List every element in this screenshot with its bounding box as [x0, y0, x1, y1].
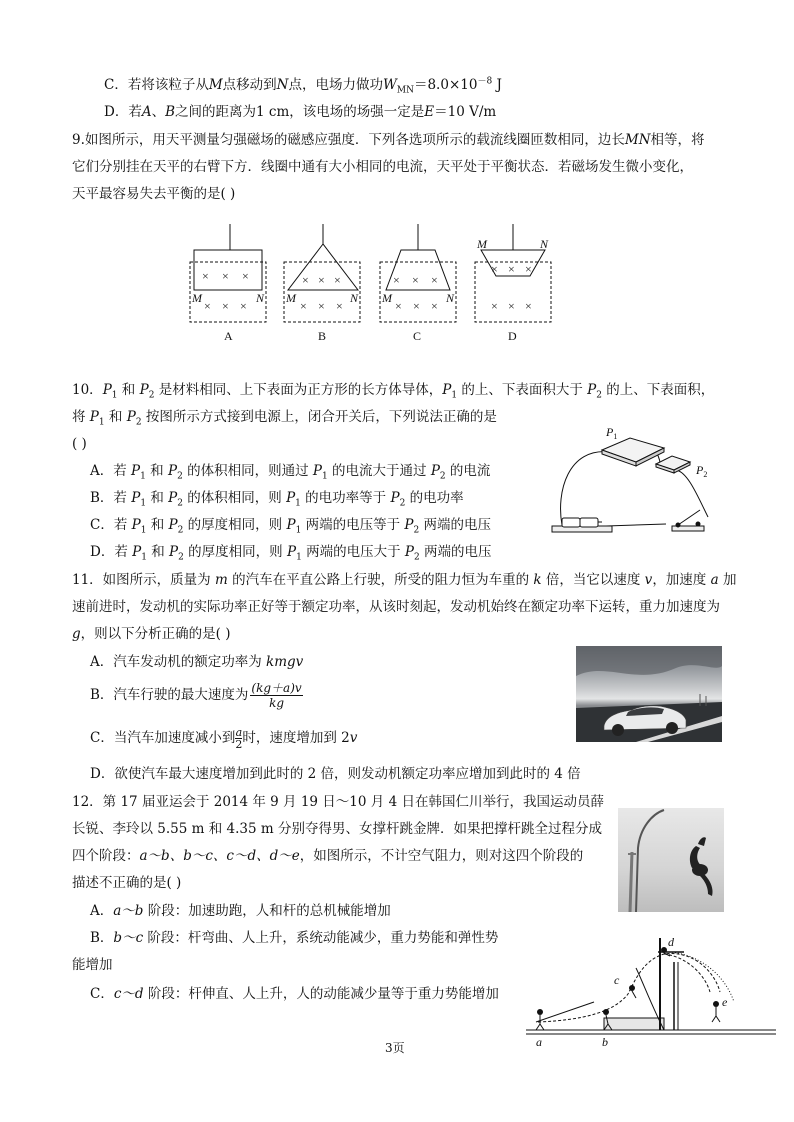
cross-mark: ×	[242, 269, 249, 283]
q12-stem-line1: 12．第 17 届亚运会于 2014 年 9 月 19 日～10 月 4 日在韩国仁川举行，我国运动员薛	[72, 794, 604, 810]
label-n: N	[256, 291, 265, 305]
fig-label-c: C	[413, 329, 422, 343]
q10-option-c: C．若 $P_1$ 和 $P_2$ 的厚度相同，则 $P_1$ 两端的电压等于 $P_2$ 两端的电压	[90, 517, 492, 536]
cross-mark: ×	[240, 299, 247, 313]
q12-option-c: C．c～d 阶段：杆伸直、人上升，人的动能减少量等于重力势能增加	[90, 986, 499, 1002]
cross-mark: ×	[525, 262, 532, 276]
q9-stem-line2: 它们分别挂在天平的右臂下方．线圈中通有大小相同的电流，天平处于平衡状态．若磁场发生微小变化，	[72, 159, 693, 175]
cross-mark: ×	[431, 273, 438, 287]
cross-mark: ×	[395, 299, 402, 313]
q12-option-a: A．a～b 阶段：加速助跑，人和杆的总机械能增加	[90, 903, 391, 919]
fig-label-b: B	[318, 329, 327, 343]
q11-stem-line2: 速前进时，发动机的实际功率正好等于额定功率，从该时刻起，发动机始终在额定功率下运转，重力加速度为	[72, 599, 720, 615]
q10-stem-line1: 10．$P_1$ 和 $P_2$ 是材料相同、上下表面为正方形的长方体导体，$P_1$ 的上、下表面积大于 $P_2$ 的上、下表面积，	[72, 382, 715, 401]
q11-option-b: B．汽车行驶的最大速度为 $\frac{(kg+a)v}{kg}$	[90, 681, 302, 710]
q11-option-c: C．当汽车加速度减小到 $\frac{a}{2}$ 时，速度增加到 2v	[90, 726, 358, 751]
q8-option-c: C．若将该粒子从M点移动到N点，电场力做功$W_{MN}=8.0\times 10^{-8}$ J	[104, 76, 502, 96]
stage-label-a: a	[536, 1035, 542, 1049]
q10-option-b: B．若 $P_1$ 和 $P_2$ 的体积相同，则 $P_1$ 的电功率等于 $P_2$ 的电功率	[90, 490, 464, 509]
pole-vault-photo	[618, 808, 724, 912]
q10-stem-line3: ( )	[72, 436, 87, 452]
cross-mark: ×	[302, 273, 309, 287]
q10-circuit-figure	[548, 422, 724, 540]
fig-label-p1: $P_1$	[606, 425, 618, 441]
label-n: N	[446, 291, 455, 305]
cross-mark: ×	[318, 273, 325, 287]
q12-pole-vault-diagram	[524, 932, 780, 1050]
q11-stem-line3: g，则以下分析正确的是( )	[72, 626, 231, 642]
page-number: 3页	[385, 1041, 405, 1055]
cross-mark: ×	[334, 273, 341, 287]
q12-stem-line3: 四个阶段：a～b、b～c、c～d、d～e，如图所示，不计空气阻力，则对这四个阶段的	[72, 848, 584, 864]
cross-mark: ×	[318, 299, 325, 313]
label-m: M	[286, 291, 296, 305]
fig-label-a: A	[224, 329, 233, 343]
car-photo	[576, 646, 722, 742]
cross-mark: ×	[491, 299, 498, 313]
cross-mark: ×	[525, 299, 532, 313]
cross-mark: ×	[491, 262, 498, 276]
cross-mark: ×	[202, 269, 209, 283]
q9-coil-figure	[180, 222, 570, 347]
q11-option-d: D．欲使汽车最大速度增加到此时的 2 倍，则发动机额定功率应增加到此时的 4 倍	[90, 766, 581, 782]
q9-stem-line3: 天平最容易失去平衡的是( )	[72, 186, 236, 202]
stage-label-e: e	[722, 995, 728, 1009]
cross-mark: ×	[508, 299, 515, 313]
q12-option-b-cont: 能增加	[72, 957, 113, 973]
cross-mark: ×	[431, 299, 438, 313]
fig-label-d: D	[508, 329, 517, 343]
stage-label-c: c	[614, 973, 620, 987]
q11-stem-line1: 11．如图所示，质量为 m 的汽车在平直公路上行驶，所受的阻力恒为车重的 k 倍，当它以速度 v，加速度 a 加	[72, 572, 737, 588]
cross-mark: ×	[222, 299, 229, 313]
fraction: $\frac{(kg+a)v}{kg}$	[251, 681, 302, 710]
cross-mark: ×	[204, 299, 211, 313]
cross-mark: ×	[336, 299, 343, 313]
q12-option-b: B．b～c 阶段：杆弯曲、人上升，系统动能减少，重力势能和弹性势	[90, 930, 499, 946]
cross-mark: ×	[300, 299, 307, 313]
fig-label-p2: $P_2$	[696, 463, 708, 479]
q10-stem-line2: 将 $P_1$ 和 $P_2$ 按图所示方式接到电源上，闭合开关后，下列说法正确的是	[72, 409, 497, 428]
cross-mark: ×	[412, 273, 419, 287]
label-m: M	[477, 237, 487, 251]
q12-stem-line2: 长锐、李玲以 5.55 m 和 4.35 m 分别夺得男、女撑杆跳金牌．如果把撑杆跳全过程分成	[72, 821, 602, 837]
q9-stem-line1: 9.如图所示，用天平测量匀强磁场的磁感应强度．下列各选项所示的载流线圈匝数相同，边长MN相等，将	[72, 132, 705, 148]
cross-mark: ×	[508, 262, 515, 276]
stage-label-b: b	[602, 1035, 608, 1049]
label-m: M	[382, 291, 392, 305]
q11-option-a: A．汽车发动机的额定功率为 kmgv	[90, 654, 304, 670]
label-m: M	[192, 291, 202, 305]
label-n: N	[350, 291, 359, 305]
cross-mark: ×	[222, 269, 229, 283]
fraction: $\frac{a}{2}$	[235, 726, 243, 751]
q8-option-d: D．若A、B之间的距离为1 cm，该电场的场强一定是E＝10 V/m	[104, 104, 497, 120]
q10-option-d: D．若 $P_1$ 和 $P_2$ 的厚度相同，则 $P_1$ 两端的电压大于 $P_2$ 两端的电压	[90, 544, 492, 563]
label-n: N	[540, 237, 549, 251]
q12-stem-line4: 描述不正确的是( )	[72, 875, 182, 891]
cross-mark: ×	[413, 299, 420, 313]
stage-label-d: d	[668, 935, 674, 949]
cross-mark: ×	[393, 273, 400, 287]
q10-option-a: A．若 $P_1$ 和 $P_2$ 的体积相同，则通过 $P_1$ 的电流大于通过 $P_2$ 的电流	[90, 463, 491, 482]
